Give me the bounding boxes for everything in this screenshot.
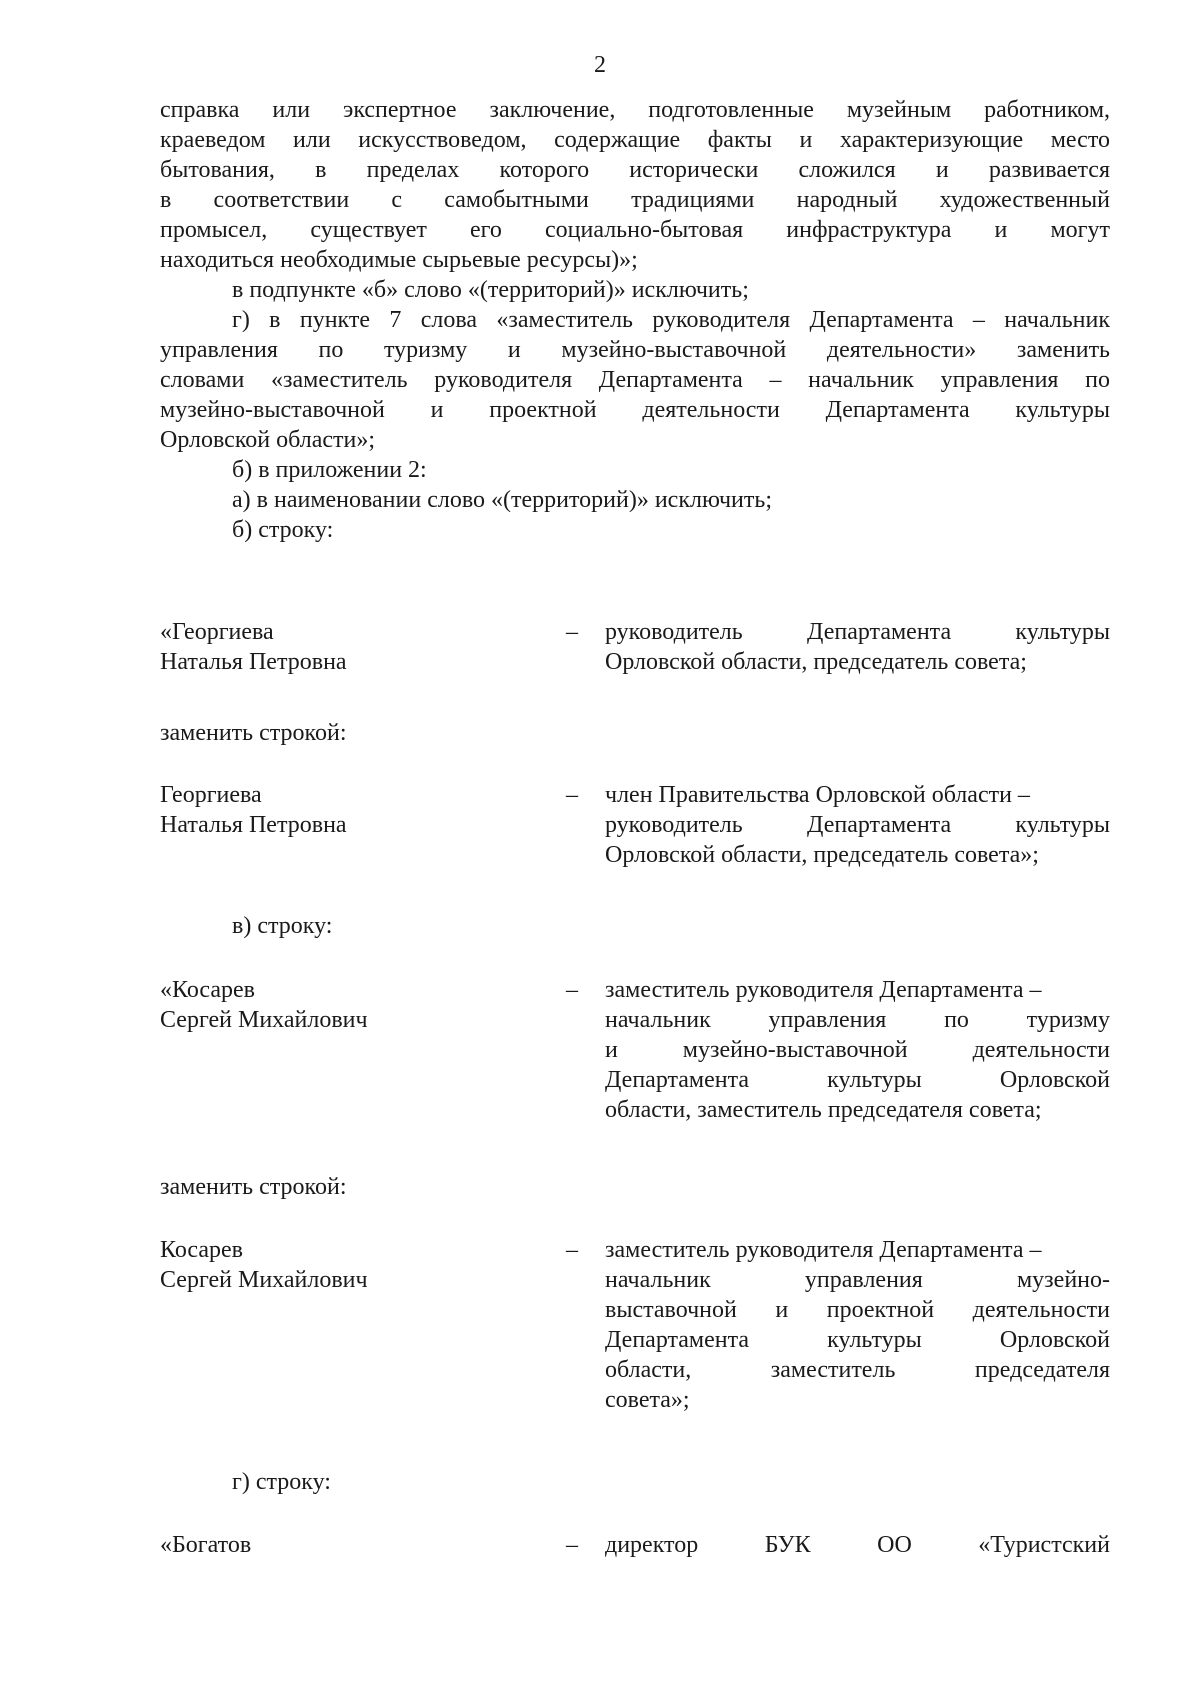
entry-name	[160, 975, 540, 1035]
appendix-line: а) в наименовании слово «(территорий)» исключить;	[232, 487, 772, 513]
name-line: Сергей Михайлович	[160, 1267, 368, 1293]
desc-line: Департамента культуры Орловской	[605, 1067, 1110, 1093]
desc-line: руководитель Департамента культуры	[605, 812, 1110, 838]
name-line: «Косарев	[160, 977, 255, 1003]
label-v: в) строку:	[232, 913, 333, 939]
name-line: Косарев	[160, 1237, 243, 1263]
desc-line: член Правительства Орловской области –	[605, 782, 1030, 808]
entry-dash: –	[566, 782, 578, 808]
desc-line: области, заместитель председателя совета;	[605, 1097, 1042, 1123]
entry-dash: –	[566, 619, 578, 645]
desc-line: области, заместитель председателя	[605, 1357, 1110, 1383]
name-line: Георгиева	[160, 782, 262, 808]
desc-line: заместитель руководителя Департамента –	[605, 977, 1042, 1003]
entry-description	[605, 617, 1110, 677]
subpoint-b-line: в подпункте «б» слово «(территорий)» исключить;	[232, 277, 749, 303]
page-number: 2	[594, 52, 606, 78]
point-g-line: г) в пункте 7 слова «заместитель руководителя Департамента – начальник	[232, 307, 1110, 333]
desc-line: заместитель руководителя Департамента –	[605, 1237, 1042, 1263]
entry-name	[160, 780, 540, 840]
entry-description	[605, 780, 1110, 870]
name-line: «Георгиева	[160, 619, 274, 645]
desc-line: руководитель Департамента культуры	[605, 619, 1110, 645]
desc-line: начальник управления музейно-	[605, 1267, 1110, 1293]
intro-line: краеведом или искусствоведом, содержащие факты и характеризующие место	[160, 127, 1110, 153]
name-line: «Богатов	[160, 1532, 252, 1558]
entry-description	[605, 975, 1110, 1125]
replace-label: заменить строкой:	[160, 1174, 347, 1200]
entry-dash: –	[566, 977, 578, 1003]
entry-name	[160, 617, 540, 677]
label-g: г) строку:	[232, 1469, 331, 1495]
body-text	[160, 95, 1110, 545]
intro-line: справка или экспертное заключение, подготовленные музейным работником,	[160, 97, 1110, 123]
point-g-line: Орловской области»;	[160, 427, 376, 453]
entry-dash: –	[566, 1532, 578, 1558]
point-g-line: музейно-выставочной и проектной деятельности Департамента культуры	[160, 397, 1110, 423]
entry-name	[160, 1235, 540, 1295]
intro-line: промысел, существует его социально-бытовая инфраструктура и могут	[160, 217, 1110, 243]
entry-name	[160, 1530, 540, 1560]
desc-line: выставочной и проектной деятельности	[605, 1297, 1110, 1323]
point-g-line: словами «заместитель руководителя Департамента – начальник управления по	[160, 367, 1110, 393]
name-line: Наталья Петровна	[160, 812, 347, 838]
appendix-line: б) строку:	[232, 517, 334, 543]
point-g-line: управления по туризму и музейно-выставочной деятельности» заменить	[160, 337, 1110, 363]
entry-description	[605, 1530, 1110, 1560]
desc-line: Орловской области, председатель совета;	[605, 649, 1027, 675]
replace-label: заменить строкой:	[160, 720, 347, 746]
entry-description	[605, 1235, 1110, 1415]
intro-line: бытования, в пределах которого исторически сложился и развивается	[160, 157, 1110, 183]
desc-line: Орловской области, председатель совета»;	[605, 842, 1039, 868]
desc-line: совета»;	[605, 1387, 690, 1413]
desc-line: Департамента культуры Орловской	[605, 1327, 1110, 1353]
name-line: Наталья Петровна	[160, 649, 347, 675]
desc-line: и музейно-выставочной деятельности	[605, 1037, 1110, 1063]
appendix-line: б) в приложении 2:	[232, 457, 427, 483]
name-line: Сергей Михайлович	[160, 1007, 368, 1033]
intro-line: в соответствии с самобытными традициями народный художественный	[160, 187, 1110, 213]
desc-line: начальник управления по туризму	[605, 1007, 1110, 1033]
entry-dash: –	[566, 1237, 578, 1263]
desc-line: директор БУК ОО «Туристский	[605, 1532, 1110, 1558]
intro-line: находиться необходимые сырьевые ресурсы)»;	[160, 247, 638, 273]
